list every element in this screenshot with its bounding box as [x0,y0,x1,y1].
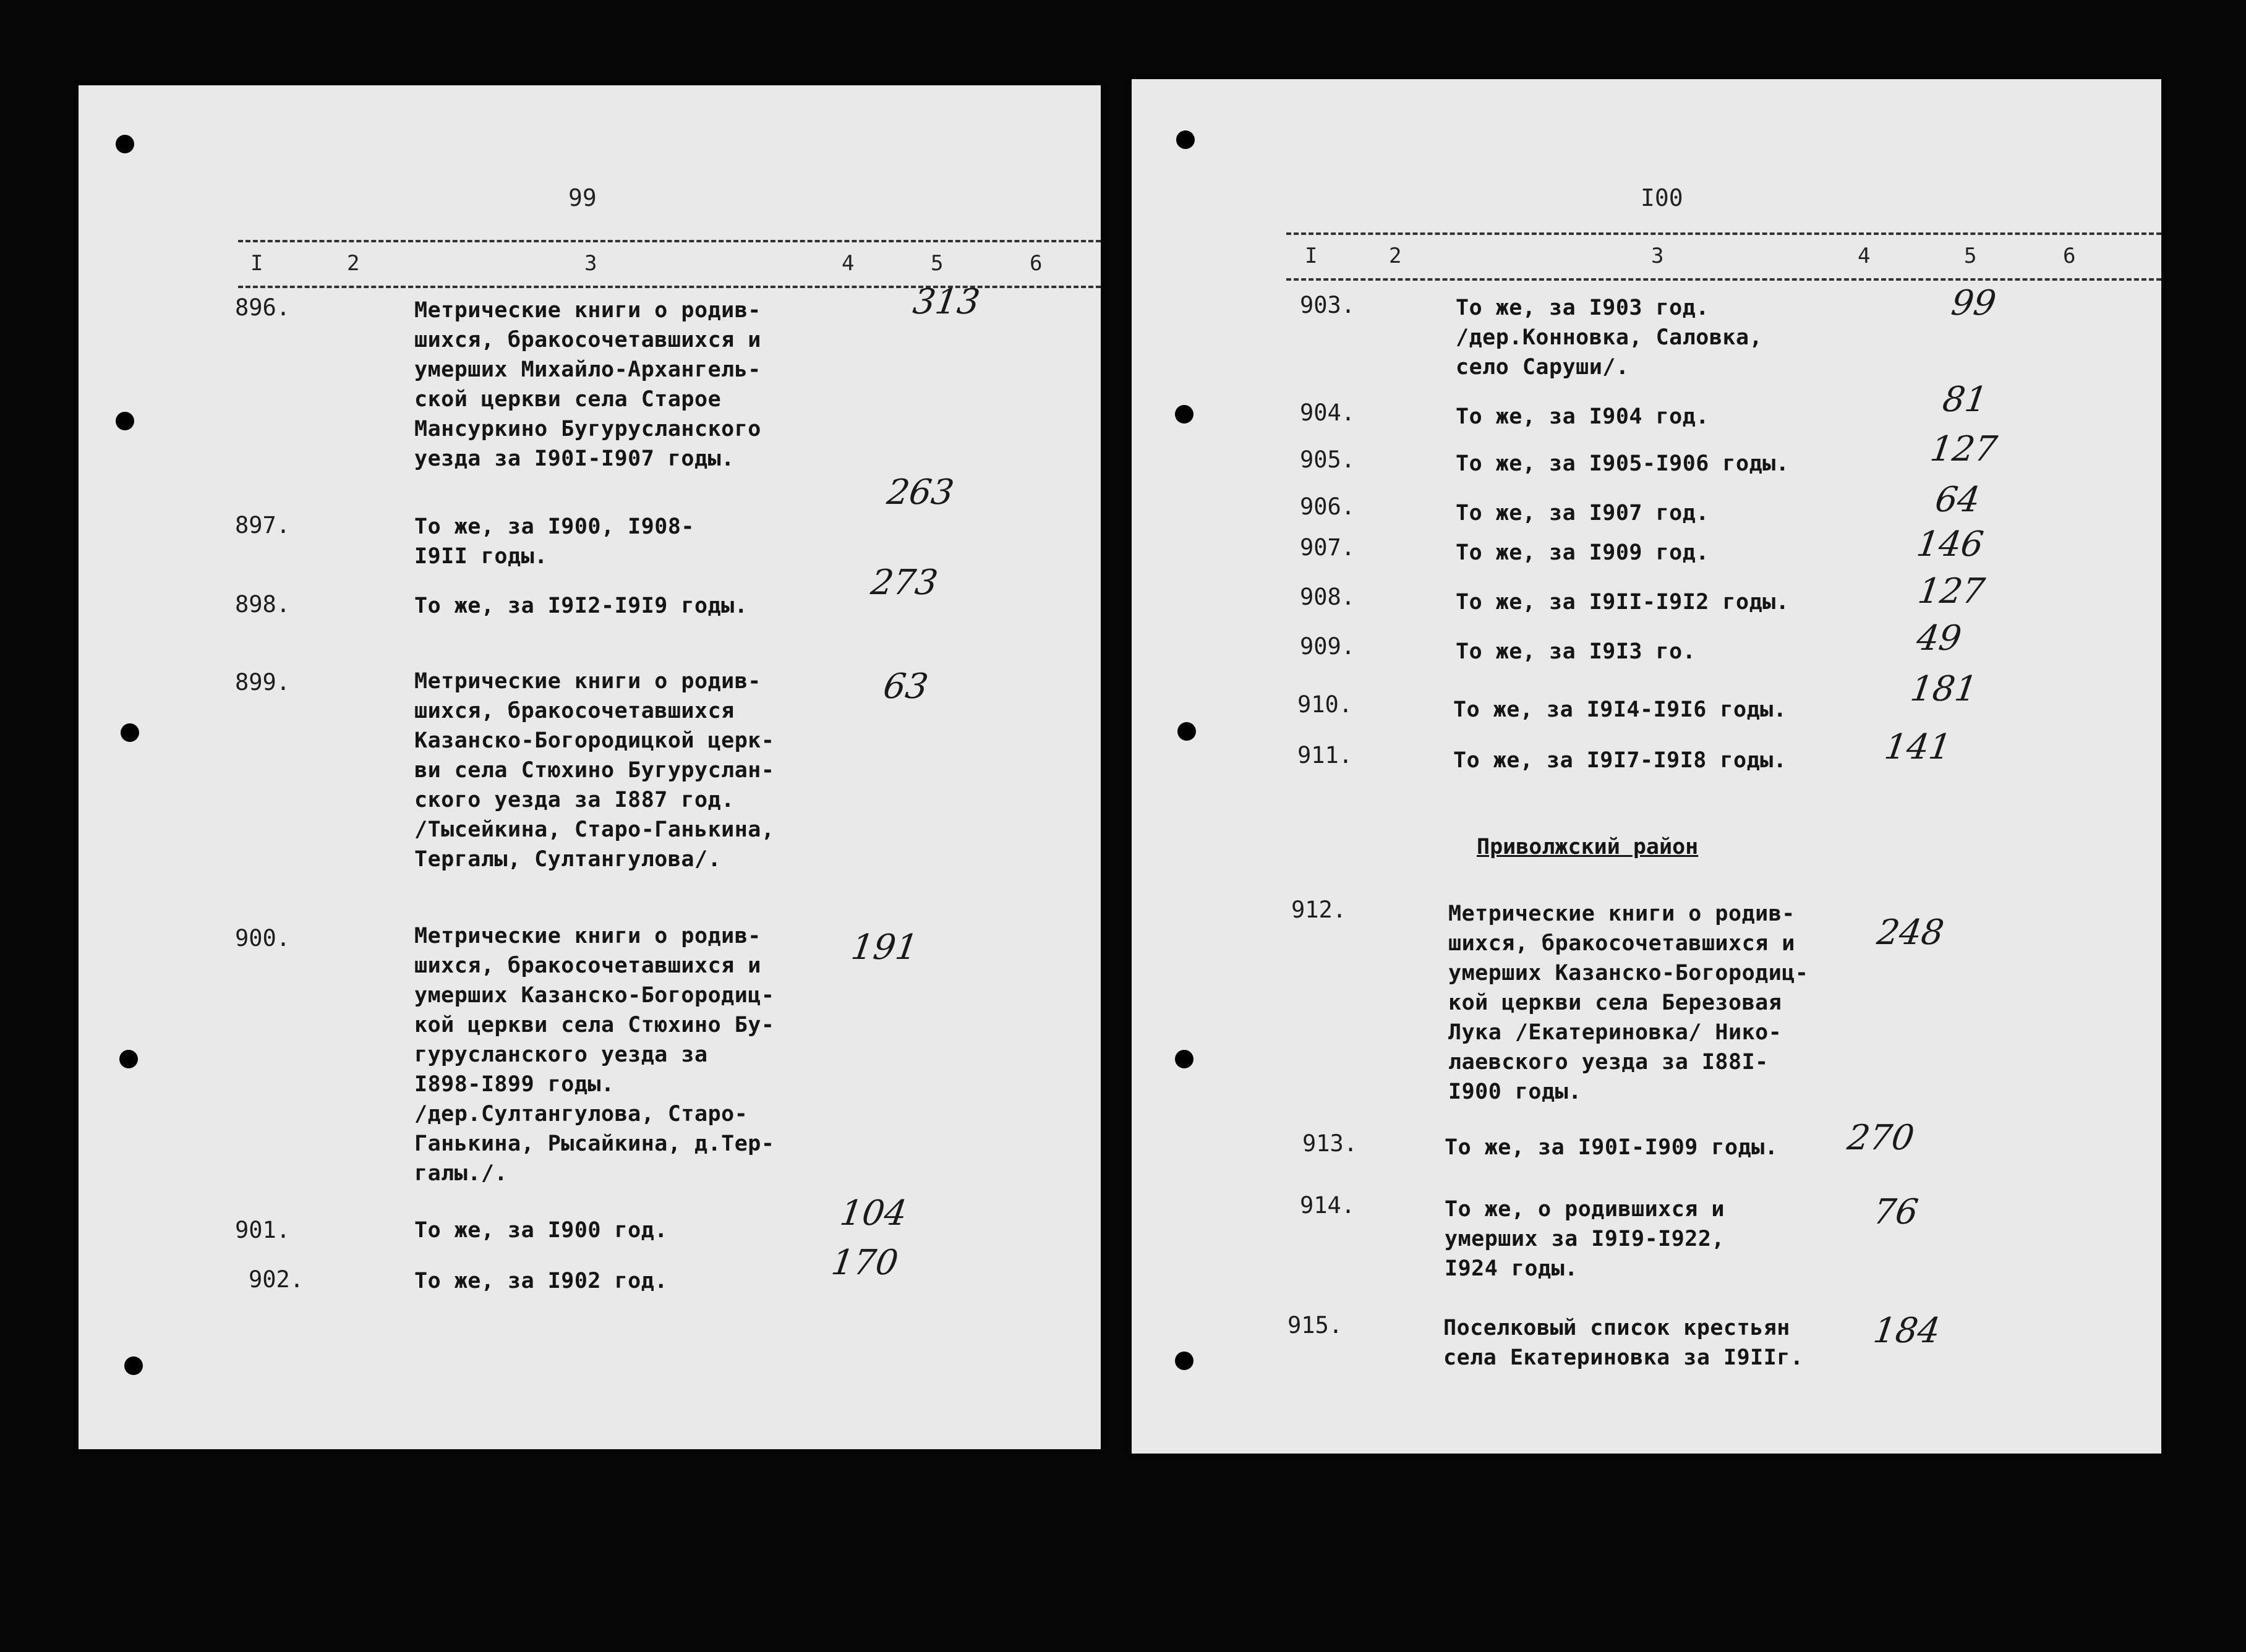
sheet-count: 76 [1871,1192,1921,1232]
sheet-count: 49 [1914,618,1964,658]
punch-hole [1175,1050,1193,1068]
page-number: 99 [568,184,597,211]
entry-number: 899. [235,669,291,696]
column-label: 4 [1858,244,1871,268]
sheet-count: 127 [1915,571,1988,611]
punch-hole [116,412,134,430]
sheet-count: 181 [1908,669,1980,709]
column-label: 2 [1389,244,1402,268]
entry-description: Метрические книги о родив- шихся, бракосочетавшихся и умерших Казанско-Богородиц- кой церкви села Березовая Лука /Екатериновка/ Нико- лаевского уезда за I88I- I900 годы. [1448,901,1809,1104]
entry-number: 915. [1287,1312,1343,1339]
entry-description: То же, за I900, I908- I9II годы. [414,514,695,569]
entry-description: Метрические книги о родив- шихся, бракосочетавшихся Казанско-Богородицкой церк- ви села Стюхино Бугуруслан- ского уезда за I887 год. /Тысейкина, Старо-Ганькина, Тергалы, Султангулова/. [414,669,775,872]
sheet-count: 99 [1949,283,1999,323]
sheet-count: 273 [868,563,941,603]
punch-hole [1177,722,1196,741]
page-number: I00 [1641,184,1683,211]
sheet-count: 64 [1932,480,1983,520]
entry-number: 911. [1297,742,1353,769]
entry-description: То же, за I9II-I9I2 годы. [1456,590,1790,615]
entry-number: 896. [235,294,291,321]
punch-hole [119,1050,138,1068]
sheet-count: 248 [1874,913,1947,953]
column-label: 5 [1964,244,1977,268]
column-label: 3 [1651,244,1664,268]
entry-number: 902. [249,1266,304,1293]
entry-description: То же, за I9I7-I9I8 годы. [1453,748,1787,773]
punch-hole [1176,130,1195,149]
column-label: 3 [584,251,597,276]
entry-number: 901. [235,1217,291,1243]
column-label: 6 [1030,251,1043,276]
entry-description: То же, за I9I4-I9I6 годы. [1453,697,1787,722]
punch-hole [1175,1352,1193,1370]
entry-description: То же, за I9I3 го. [1456,639,1696,664]
column-label: I [1305,244,1318,268]
sheet-count: 263 [884,472,957,513]
punch-hole [1175,405,1193,424]
entry-number: 909. [1300,633,1356,660]
sheet-count: 141 [1882,727,1954,767]
column-header [238,240,1101,288]
column-label: 6 [2063,244,2076,268]
entry-description: То же, за I900 год. [414,1218,668,1243]
punch-hole [124,1356,143,1375]
column-label: 5 [931,251,944,276]
entry-number: 914. [1300,1192,1356,1219]
entry-number: 903. [1300,292,1356,318]
entry-number: 913. [1302,1130,1358,1157]
entry-number: 908. [1300,584,1356,610]
entry-description: То же, за I909 год. [1456,540,1709,565]
entry-description: Метрические книги о родив- шихся, бракосочетавшихся и умерших Михайло-Архангель- ской церкви села Старое Мансуркино Бугурусланского уезда за I90I-I907 годы. [414,298,761,471]
entry-description: То же, о родившихся и умерших за I9I9-I922, I924 годы. [1445,1197,1725,1281]
entry-number: 897. [235,512,291,539]
entry-number: 912. [1291,896,1347,923]
sheet-count: 104 [837,1193,910,1233]
entry-description: Метрические книги о родив- шихся, бракосочетавшихся и умерших Казанско-Богородиц- кой церкви села Стюхино Бу- гурусланского уезда за I898-I899 годы. /дер.Султангулова, Старо- Ганькина, Рысайкина, д.Тер- галы./. [414,924,775,1186]
column-header [1286,232,2161,281]
entry-description: То же, за I905-I906 годы. [1456,451,1790,476]
entry-number: 905. [1300,446,1356,473]
entry-number: 900. [235,925,291,952]
column-label: I [250,251,263,276]
sheet-count: 81 [1940,380,1990,420]
entry-description: То же, за I90I-I909 годы. [1445,1135,1778,1160]
entry-description: То же, за I907 год. [1456,501,1709,526]
entry-description: То же, за I9I2-I9I9 годы. [414,594,748,618]
entry-number: 904. [1300,399,1356,426]
sheet-count: 63 [881,666,931,707]
column-label: 4 [842,251,855,276]
section-heading: Приволжский район [1477,835,1699,859]
sheet-count: 170 [829,1243,901,1283]
entry-number: 910. [1297,691,1353,718]
punch-hole [116,135,134,153]
entry-description: То же, за I903 год. /дер.Конновка, Саловка, село Саруши/. [1456,296,1763,380]
sheet-count: 191 [848,927,921,968]
entry-description: То же, за I902 год. [414,1269,668,1293]
entry-number: 898. [235,591,291,618]
sheet-count: 270 [1845,1118,1917,1158]
sheet-count: 127 [1928,429,2000,469]
entry-description: То же, за I904 год. [1456,404,1709,429]
sheet-count: 146 [1914,524,1986,564]
right-page [1132,79,2161,1454]
sheet-count: 313 [910,282,983,322]
entry-description: Поселковый список крестьян села Екатериновка за I9IIг. [1443,1316,1804,1370]
entry-number: 907. [1300,534,1356,561]
sheet-count: 184 [1871,1311,1943,1351]
column-label: 2 [347,251,360,276]
entry-number: 906. [1300,493,1356,520]
left-page [79,85,1101,1449]
punch-hole [121,723,139,742]
